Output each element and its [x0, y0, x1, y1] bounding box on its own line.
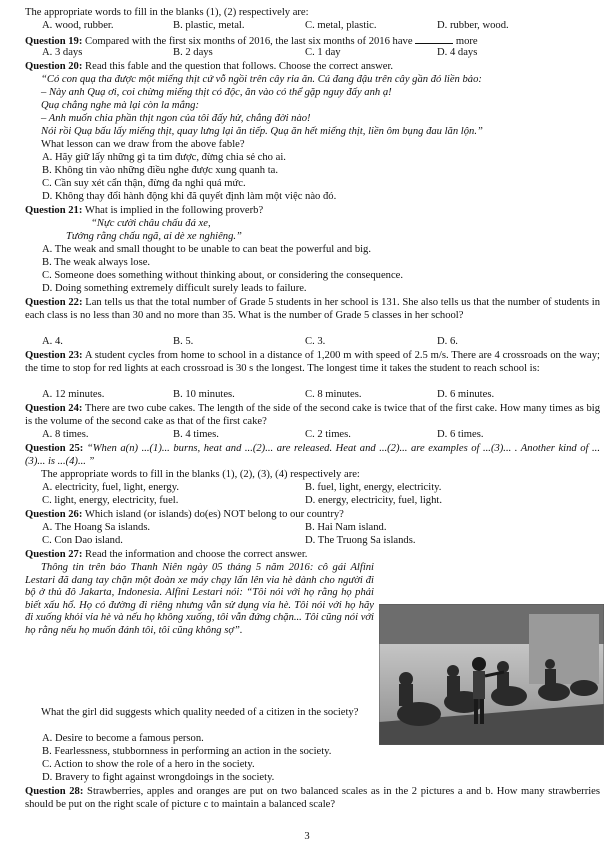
question-text: There are two cube cakes. The length of the side of the second cake is twice that of the first cake. How many times as big is the volume of the second cake as that of the first cake?: [25, 403, 600, 427]
option-c: C. light, energy, electricity, fuel.: [42, 495, 179, 506]
question-number: Question 23:: [25, 350, 83, 361]
question-22: [25, 297, 600, 322]
option-b: B. 10 minutes.: [173, 389, 235, 400]
option-d: D. 6.: [437, 336, 458, 347]
option-b: B. Không tin vào những điều nghe được xung quanh ta.: [42, 165, 278, 176]
question-number: Question 28:: [25, 786, 84, 797]
news-photo: [379, 604, 604, 745]
question-text: Read the information and choose the correct answer.: [85, 549, 308, 560]
fable-line: – Anh muốn chia phần thịt ngon của tôi đấy hử, chẳng đời nào!: [41, 113, 311, 124]
option-d: D. 6 times.: [437, 429, 484, 440]
option-b: B. Hai Nam island.: [305, 522, 387, 533]
option-a: A. Desire to become a famous person.: [42, 733, 204, 744]
question-24: [25, 403, 600, 428]
question-text: What is implied in the following proverb?: [84, 205, 264, 216]
question-text: Read this fable and the question that follows. Choose the correct answer.: [85, 61, 394, 72]
option-a: A. Hãy giữ lấy những gì ta tìm được, đừng chia sẻ cho ai.: [42, 152, 286, 163]
option-b: B. The weak always lose.: [42, 257, 151, 268]
question-number: Question 24:: [25, 403, 83, 414]
proverb-line: Tưởng rằng chấu ngã, ai dè xe nghiêng.”: [66, 231, 242, 242]
fable-line: Quạ chẳng nghe mà lại còn la mắng:: [41, 100, 200, 111]
question-number: Question 25:: [25, 443, 84, 454]
question-26: [25, 509, 600, 522]
option-d: D. 4 days: [437, 47, 478, 58]
option-c: C. 1 day: [305, 47, 341, 58]
option-c: C. metal, plastic.: [305, 20, 377, 31]
question-number: Question 22:: [25, 297, 83, 308]
option-b: B. fuel, light, energy, electricity.: [305, 482, 442, 493]
option-b: B. 5.: [173, 336, 194, 347]
option-c: C. 3.: [305, 336, 326, 347]
option-b: B. 4 times.: [173, 429, 219, 440]
option-d: D. energy, electricity, fuel, light.: [305, 495, 442, 506]
question-text: Which island (or islands) do(es) NOT belong to our country?: [84, 509, 344, 520]
question-20: [25, 61, 600, 74]
option-a: A. The Hoang Sa islands.: [42, 522, 151, 533]
option-a: A. wood, rubber.: [42, 20, 114, 31]
question-number: Question 21:: [25, 205, 83, 216]
option-d: D. Bravery to fight against wrongdoings in the society.: [42, 772, 275, 783]
option-a: A. The weak and small thought to be unable to can beat the powerful and big.: [42, 244, 372, 255]
option-d: D. rubber, wood.: [437, 20, 509, 31]
question-25: [25, 443, 600, 468]
fable-line: – Này anh Quạ ơi, coi chừng miếng thịt có độc, ăn vào có thể gặp nguy đấy anh ạ!: [41, 87, 392, 98]
question-prompt: What lesson can we draw from the above fable?: [41, 139, 245, 150]
option-d: D. Không thay đổi hành động khi đã quyết định làm một việc nào đó.: [42, 191, 337, 202]
question-number: Question 26:: [25, 509, 83, 520]
option-d: D. The Truong Sa islands.: [305, 535, 416, 546]
question-text: “When a(n) ...(1)... burns, heat and ...(2)... are released. Heat and ...(2)... are examples of ...(3)... . Another kind of ...(3)... is ...(4)... ”: [25, 443, 600, 467]
option-c: C. Con Dao island.: [42, 535, 123, 546]
page-number: 3: [304, 831, 310, 842]
option-a: A. 3 days: [42, 47, 83, 58]
option-d: D. Doing something extremely difficult surely leads to failure.: [42, 283, 307, 294]
question-number: Question 27:: [25, 549, 83, 560]
question-text: A student cycles from home to school in a distance of 1,200 m with speed of 2.5 m/s. There are 4 crossroads on the way; the time to stop for red lights at each crossroad is 30 s the longest. The longest time it takes the student to reach school is:: [25, 350, 600, 374]
question-text: Lan tells us that the total number of Grade 5 students in her school is 131. She also tells us that the number of students in each class is no less than 30 and no more than 35. What is the number of Grade 5 classes in her school?: [25, 297, 600, 321]
option-a: A. electricity, fuel, light, energy.: [42, 482, 179, 493]
news-passage: Thông tin trên báo Thanh Niên ngày 05 tháng 5 năm 2016: cô gái Alfini Lestari đã dang tay chặn một đoàn xe máy chạy lấn lên via hè dành cho người đi bộ ở thủ đô Jakarta, Indonesia. Alfini Lestari nói: “Tôi nói với họ rằng họ phải biết xấu hổ. Họ có đường đi riêng nhưng vẫn sử dụng vỉa hè. Tôi nói với họ hãy đi xuống khỏi vỉa hè và nếu họ không xuống, tôi vẫn đứng chặn... Tôi cũng nói với họ rằng nếu họ muốn đánh tôi, tôi cũng không sợ”.: [25, 562, 374, 636]
option-c: C. Action to show the role of a hero in the society.: [42, 759, 255, 770]
fable-line: “Có con quạ tha được một miếng thịt cứ vỗ ngồi trên cây rỉa ăn. Cú đang đậu trên cây gần đó liền bảo:: [41, 74, 482, 85]
building: [529, 614, 599, 684]
question-number: Question 19:: [25, 36, 83, 47]
question-prompt: What the girl did suggests which quality needed of a citizen in the society?: [41, 707, 359, 718]
option-a: A. 4.: [42, 336, 63, 347]
question-text: Strawberries, apples and oranges are put on two balanced scales as in the 2 pictures a and b. How many strawberries should be put on the right scale of picture c to maintain a balanced scale?: [25, 786, 600, 810]
answer-blank: [415, 34, 453, 44]
fable-line: Nói rồi Quạ bấu lấy miếng thịt, quay lưng lại ăn tiếp. Quạ ăn hết miếng thịt, liền ôm bụng đau lăn lộn.”: [41, 126, 483, 137]
question-21: [25, 205, 600, 218]
proverb-line: “Nực cười châu chấu đá xe,: [91, 218, 211, 229]
question-27: [25, 549, 600, 562]
option-b: B. Fearlessness, stubbornness in performing an action in the society.: [42, 746, 332, 757]
option-c: C. Someone does something without thinking about, or considering the consequence.: [42, 270, 404, 281]
option-b: B. 2 days: [173, 47, 213, 58]
question-text: Compared with the first six months of 2016, the last six months of 2016 have: [85, 36, 413, 47]
question-28: [25, 786, 600, 811]
option-c: C. 8 minutes.: [305, 389, 362, 400]
option-b: B. plastic, metal.: [173, 20, 245, 31]
option-a: A. 12 minutes.: [42, 389, 105, 400]
question-prompt: The appropriate words to fill in the blanks (1), (2), (3), (4) respectively are:: [41, 469, 360, 480]
option-c: C. Cần suy xét cẩn thận, đừng đa nghi quá mức.: [42, 178, 246, 189]
option-c: C. 2 times.: [305, 429, 351, 440]
question-23: [25, 350, 600, 375]
header-question-line: The appropriate words to fill in the blanks (1), (2) respectively are:: [25, 7, 309, 18]
question-text-end: more: [455, 36, 478, 47]
option-d: D. 6 minutes.: [437, 389, 495, 400]
option-a: A. 8 times.: [42, 429, 89, 440]
question-number: Question 20:: [25, 61, 83, 72]
